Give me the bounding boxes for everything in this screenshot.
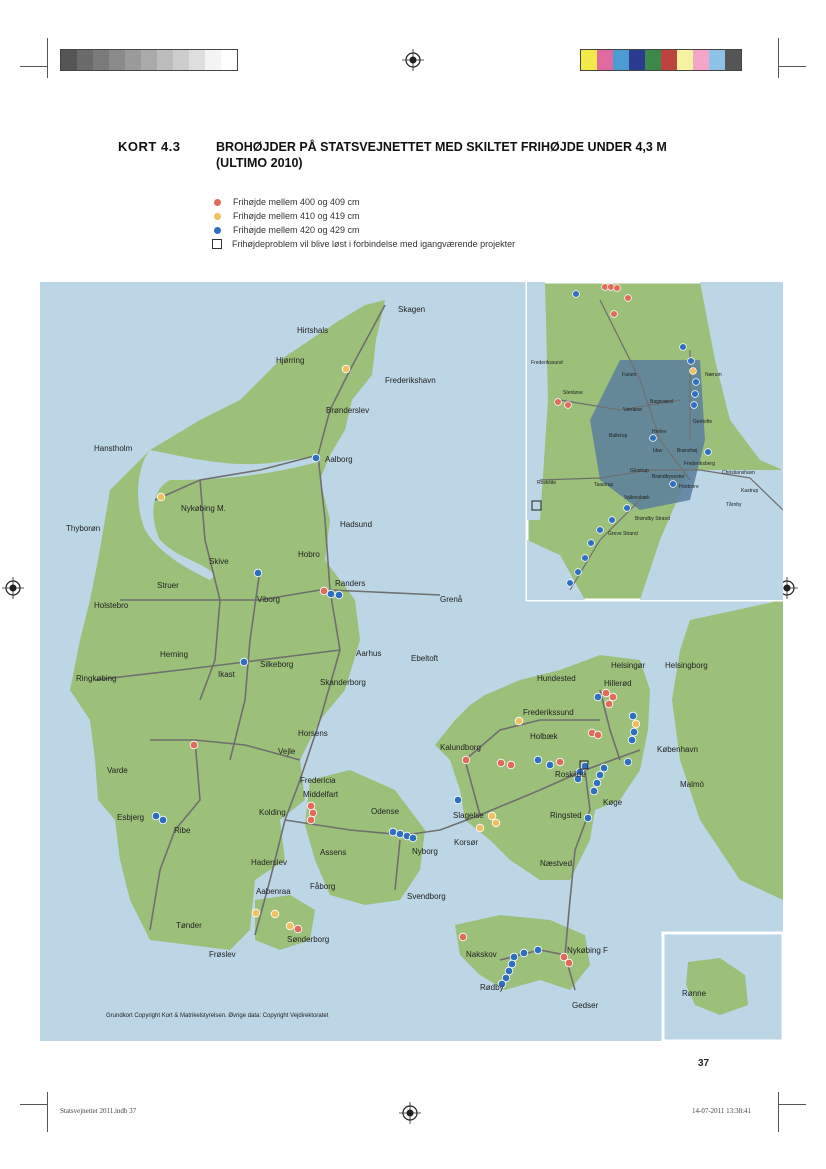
bridge-dot bbox=[320, 587, 328, 595]
place-label: Horsens bbox=[298, 729, 328, 738]
legend-item bbox=[212, 209, 515, 223]
bridge-dot bbox=[565, 959, 573, 967]
bridge-dot bbox=[508, 960, 516, 968]
footer-timestamp: 14-07-2011 13:38:41 bbox=[692, 1107, 752, 1115]
place-label: Herning bbox=[160, 650, 189, 659]
map-title bbox=[216, 139, 736, 171]
bridge-dot bbox=[630, 728, 638, 736]
place-label: Viborg bbox=[257, 595, 280, 604]
place-label: Brønderslev bbox=[326, 406, 370, 415]
bridge-dot bbox=[488, 812, 496, 820]
bridge-dot bbox=[396, 830, 404, 838]
place-label: Hillerød bbox=[604, 679, 632, 688]
place-label: Glostrup bbox=[630, 468, 649, 474]
place-label: Kalundborg bbox=[440, 743, 481, 752]
grayscale-calibration-bar bbox=[60, 49, 238, 71]
place-label: Rønne bbox=[682, 989, 707, 998]
bridge-dot bbox=[625, 295, 632, 302]
bridge-dot bbox=[567, 580, 574, 587]
bridge-dot bbox=[510, 953, 518, 961]
bridge-dot bbox=[286, 922, 294, 930]
crop-mark bbox=[47, 1092, 48, 1132]
bridge-dot bbox=[309, 809, 317, 817]
bridge-dot bbox=[159, 816, 167, 824]
bridge-dot bbox=[602, 689, 610, 697]
registration-mark-icon bbox=[399, 1102, 421, 1124]
place-label: Skagen bbox=[398, 305, 426, 314]
color-calibration-bar bbox=[580, 49, 742, 71]
place-label: Aarhus bbox=[356, 649, 382, 658]
bridge-dot bbox=[555, 399, 562, 406]
place-label: Thyborøn bbox=[66, 524, 101, 533]
bridge-dot bbox=[462, 756, 470, 764]
bridge-dot bbox=[575, 569, 582, 576]
place-label: Brønshøj bbox=[677, 448, 698, 454]
place-label: Skanderborg bbox=[320, 678, 366, 687]
place-label: Nærum bbox=[705, 372, 722, 378]
place-label: Malmö bbox=[680, 780, 705, 789]
bridge-dot bbox=[609, 517, 616, 524]
bridge-dot bbox=[693, 379, 700, 386]
bridge-dot bbox=[492, 819, 500, 827]
place-label: Ebeltoft bbox=[411, 654, 439, 663]
bridge-dot bbox=[573, 291, 580, 298]
bridge-dot bbox=[335, 591, 343, 599]
bridge-dot bbox=[556, 758, 564, 766]
crop-mark bbox=[778, 38, 779, 78]
bridge-dot bbox=[692, 391, 699, 398]
place-label: Ringkøbing bbox=[76, 674, 117, 683]
place-label: Middelfart bbox=[303, 790, 339, 799]
legend-label: Frihøjde mellem 410 og 419 cm bbox=[233, 211, 360, 221]
place-label: Svendborg bbox=[407, 892, 446, 901]
bridge-dot bbox=[600, 764, 608, 772]
place-label: Holstebro bbox=[94, 601, 129, 610]
denmark-map bbox=[40, 282, 783, 1041]
bridge-dot bbox=[594, 693, 602, 701]
bridge-dot bbox=[389, 828, 397, 836]
bridge-dot bbox=[342, 365, 350, 373]
place-label: Frederikssund bbox=[531, 360, 563, 366]
bridge-dot bbox=[590, 787, 598, 795]
page-number: 37 bbox=[698, 1058, 710, 1069]
registration-mark-icon bbox=[2, 577, 24, 599]
bridge-dot bbox=[705, 449, 712, 456]
bridge-dot bbox=[534, 946, 542, 954]
place-label: Gentofte bbox=[693, 419, 713, 425]
bridge-dot bbox=[515, 717, 523, 725]
bridge-dot bbox=[459, 933, 467, 941]
crop-mark bbox=[778, 66, 806, 67]
place-label: Korsør bbox=[454, 838, 478, 847]
place-label: Tønder bbox=[176, 921, 202, 930]
place-label: Struer bbox=[157, 581, 179, 590]
place-label: Køge bbox=[603, 798, 623, 807]
place-label: Fredericia bbox=[300, 776, 336, 785]
place-label: Hundested bbox=[537, 674, 576, 683]
bridge-dot bbox=[271, 910, 279, 918]
legend-label: Frihøjde mellem 400 og 409 cm bbox=[233, 197, 360, 207]
place-label: Nykøbing M. bbox=[181, 504, 226, 513]
place-label: Bagsværd bbox=[650, 399, 673, 405]
place-label: Frederikssund bbox=[523, 708, 574, 717]
place-label: Nakskov bbox=[466, 950, 497, 959]
place-label: Roskilde bbox=[555, 770, 586, 779]
bridge-dot bbox=[327, 590, 335, 598]
bridge-dot bbox=[670, 481, 677, 488]
map-title-line: BROHØJDER PÅ STATSVEJNETTET MED SKILTET FRIHØJDE UNDER 4,3 M bbox=[216, 140, 667, 154]
blue-dot-icon bbox=[214, 227, 221, 234]
bridge-dot bbox=[157, 493, 165, 501]
legend-item bbox=[212, 237, 515, 251]
place-label: Roskilde bbox=[537, 480, 557, 486]
crop-mark bbox=[778, 1092, 779, 1132]
place-label: Tårnby bbox=[726, 502, 742, 508]
crop-mark bbox=[778, 1104, 806, 1105]
place-label: Odense bbox=[371, 807, 400, 816]
place-label: Taastrup bbox=[594, 482, 614, 488]
square-outline-icon bbox=[212, 239, 222, 249]
place-label: Brøndbyvester bbox=[652, 474, 685, 480]
place-label: Idav bbox=[653, 448, 663, 454]
place-label: Sønderborg bbox=[287, 935, 330, 944]
bridge-dot bbox=[611, 311, 618, 318]
place-label: Frederiksberg bbox=[684, 461, 715, 467]
crop-mark bbox=[20, 66, 48, 67]
bridge-dot bbox=[497, 759, 505, 767]
bridge-dot bbox=[594, 731, 602, 739]
bridge-dot bbox=[624, 758, 632, 766]
bridge-dot bbox=[409, 834, 417, 842]
bridge-dot bbox=[584, 814, 592, 822]
place-label: Hanstholm bbox=[94, 444, 133, 453]
place-label: Værløse bbox=[623, 407, 642, 413]
bridge-dot bbox=[582, 555, 589, 562]
bridge-dot bbox=[690, 368, 697, 375]
place-label: Esbjerg bbox=[117, 813, 145, 822]
map-number: KORT 4.3 bbox=[118, 139, 181, 154]
legend-label: Frihøjdeproblem vil blive løst i forbindelse med igangværende projekter bbox=[232, 239, 516, 249]
place-label: Aalborg bbox=[325, 455, 353, 464]
bridge-dot bbox=[605, 700, 613, 708]
bridge-dot bbox=[629, 712, 637, 720]
bridge-dot bbox=[588, 540, 595, 547]
bridge-dot bbox=[190, 741, 198, 749]
place-label: Vejle bbox=[278, 747, 296, 756]
place-label: Hirtshals bbox=[297, 326, 329, 335]
place-label: Christianshavn bbox=[722, 470, 756, 476]
place-label: Hvidovre bbox=[679, 484, 699, 490]
place-label: Nykøbing F bbox=[567, 946, 608, 955]
place-label: Ikast bbox=[218, 670, 235, 679]
place-label: Varde bbox=[107, 766, 128, 775]
map-copyright: Grundkort Copyright Kort & Matrikelstyrelsen. Øvrige data: Copyright Vejdirektoratet bbox=[106, 1013, 329, 1019]
place-label: Frøslev bbox=[209, 950, 236, 959]
bridge-dot bbox=[597, 527, 604, 534]
legend-item bbox=[212, 223, 515, 237]
place-label: Aabenraa bbox=[256, 887, 291, 896]
place-label: Stenløse bbox=[563, 390, 583, 396]
bridge-dot bbox=[312, 454, 320, 462]
place-label: Brøndby Strand bbox=[635, 516, 671, 522]
place-label: Skive bbox=[209, 557, 229, 566]
place-label: Ribe bbox=[174, 826, 191, 835]
place-label: Næstved bbox=[540, 859, 573, 868]
place-label: Haderslev bbox=[251, 858, 288, 867]
bridge-dot bbox=[152, 812, 160, 820]
bridge-dot bbox=[240, 658, 248, 666]
place-label: Silkeborg bbox=[260, 660, 294, 669]
bridge-dot bbox=[650, 435, 657, 442]
bridge-dot bbox=[608, 284, 615, 291]
legend-label: Frihøjde mellem 420 og 429 cm bbox=[233, 225, 360, 235]
bridge-dot bbox=[252, 909, 260, 917]
registration-mark-icon bbox=[402, 49, 424, 71]
place-label: Rødby bbox=[480, 983, 504, 992]
place-label: København bbox=[657, 745, 698, 754]
place-label: Vallensbæk bbox=[624, 495, 650, 501]
footer-file: Statsvejnettet 2011.indb 37 bbox=[60, 1107, 137, 1115]
bridge-dot bbox=[476, 824, 484, 832]
yellow-dot-icon bbox=[214, 213, 221, 220]
bridge-dot bbox=[307, 802, 315, 810]
place-label: Helsingør bbox=[611, 661, 646, 670]
place-label: Hadsund bbox=[340, 520, 373, 529]
place-label: Ballerup bbox=[609, 433, 628, 439]
place-label: Holbæk bbox=[530, 732, 558, 741]
bridge-dot bbox=[454, 796, 462, 804]
place-label: Kolding bbox=[259, 808, 286, 817]
place-label: Herlev bbox=[652, 429, 667, 435]
bridge-dot bbox=[507, 761, 515, 769]
place-label: Ringsted bbox=[550, 811, 582, 820]
place-label: Grenå bbox=[440, 595, 463, 604]
bridge-dot bbox=[546, 761, 554, 769]
bridge-dot bbox=[691, 402, 698, 409]
red-dot-icon bbox=[214, 199, 221, 206]
bridge-dot bbox=[596, 771, 604, 779]
place-label: Hjørring bbox=[276, 356, 305, 365]
bridge-dot bbox=[614, 285, 621, 292]
bridge-dot bbox=[688, 358, 695, 365]
crop-mark bbox=[20, 1104, 48, 1105]
bridge-dot bbox=[680, 344, 687, 351]
place-label: Nyborg bbox=[412, 847, 438, 856]
place-label: Gedser bbox=[572, 1001, 599, 1010]
bridge-dot bbox=[593, 779, 601, 787]
place-label: Slagelse bbox=[453, 811, 484, 820]
bridge-dot bbox=[534, 756, 542, 764]
bridge-dot bbox=[307, 816, 315, 824]
map-legend bbox=[212, 195, 515, 251]
bridge-dot bbox=[628, 736, 636, 744]
bridge-dot bbox=[505, 967, 513, 975]
map-title-line: (ULTIMO 2010) bbox=[216, 156, 303, 170]
bridge-dot bbox=[254, 569, 262, 577]
legend-item bbox=[212, 195, 515, 209]
bridge-dot bbox=[632, 720, 640, 728]
place-label: Greve Strand bbox=[608, 531, 638, 537]
place-label: Randers bbox=[335, 579, 366, 588]
place-label: Frederikshavn bbox=[385, 376, 436, 385]
place-label: Assens bbox=[320, 848, 347, 857]
place-label: Kastrup bbox=[741, 488, 759, 494]
bridge-dot bbox=[294, 925, 302, 933]
place-label: Farum bbox=[622, 372, 637, 378]
place-label: Fåborg bbox=[310, 882, 336, 891]
bridge-dot bbox=[565, 402, 572, 409]
place-label: Helsingborg bbox=[665, 661, 708, 670]
bridge-dot bbox=[520, 949, 528, 957]
bridge-dot bbox=[624, 505, 631, 512]
place-label: Hobro bbox=[298, 550, 320, 559]
bridge-dot bbox=[609, 693, 617, 701]
crop-mark bbox=[47, 38, 48, 78]
